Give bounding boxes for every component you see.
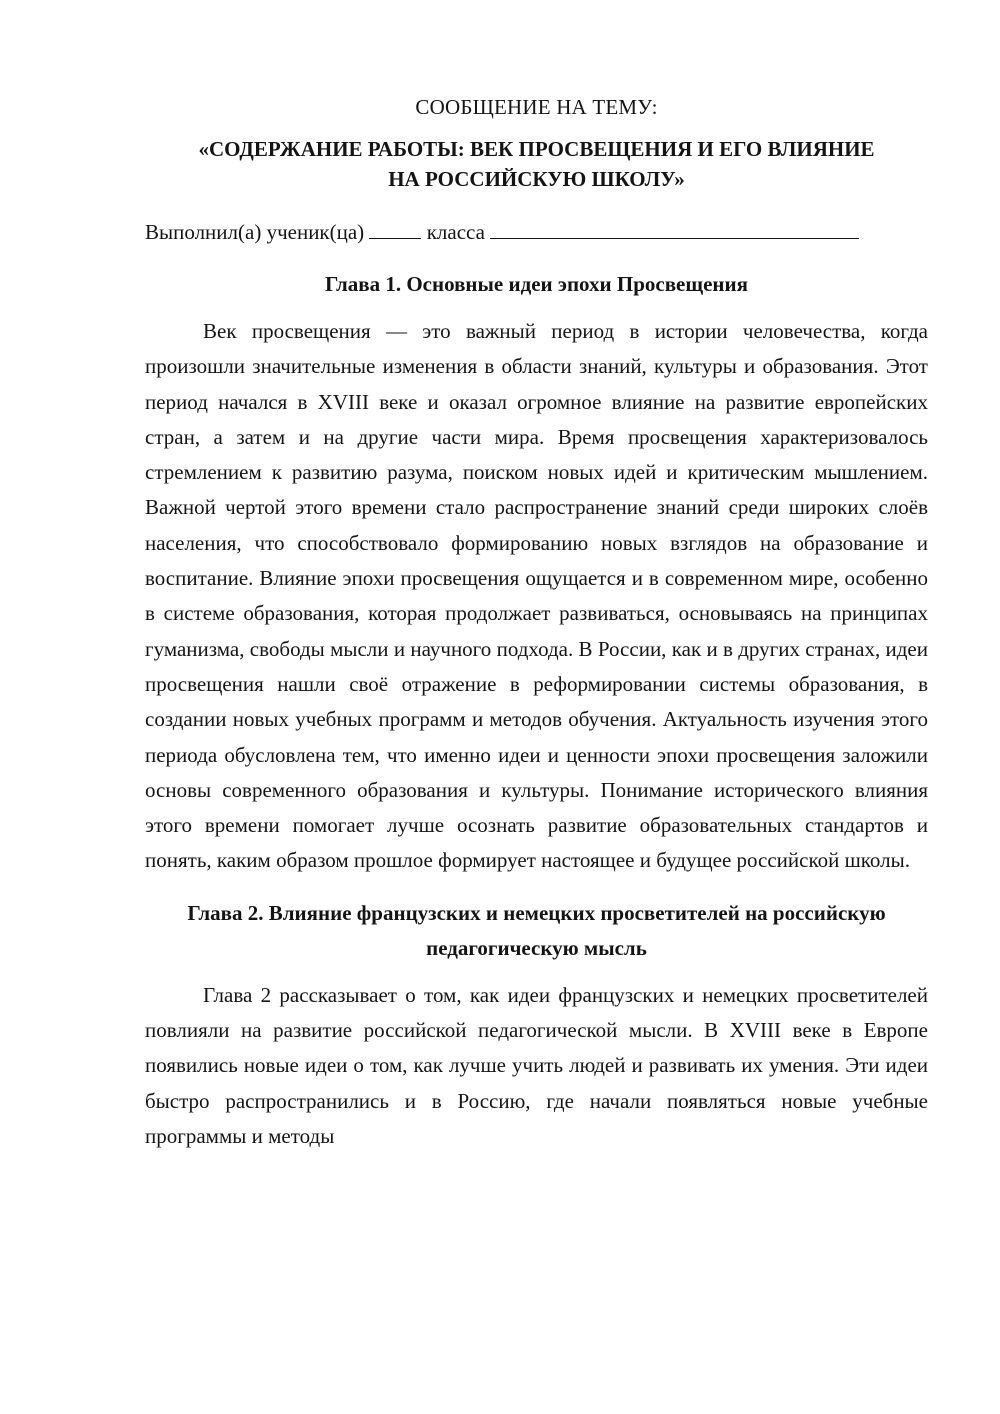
chapter-2-heading [145,896,928,966]
document-page [145,92,928,1154]
chapter-2-heading-line-1: Глава 2. Влияние французских и немецких просветителей на российскую [187,900,886,925]
document-title-line-2: НА РОССИЙСКУЮ ШКОЛУ» [388,167,685,191]
document-title-line-1: «СОДЕРЖАНИЕ РАБОТЫ: ВЕК ПРОСВЕЩЕНИЯ И ЕГО ВЛИЯНИЕ [198,137,875,161]
chapter-2-paragraph: Глава 2 рассказывает о том, как идеи французских и немецких просветителей повлияли на развитие российской педагогической мысли. В XVIII веке в Европе появились новые идеи о том, как лучше учить людей и развивать их умения. Эти идеи быстро распространились и в Россию, где начали появляться новые учебные программы и методы [145,982,928,1148]
chapter-1-paragraph: Век просвещения — это важный период в истории человечества, когда произошли значительные изменения в области знаний, культуры и образования. Этот период начался в XVIII веке и оказал огромное влияние на развитие европейских стран, а затем и на другие части мира. Время просвещения характеризовалось стремлением к развитию разума, поиском новых идей и критическим мышлением. Важной чертой этого времени стало распространение знаний среди широких слоёв населения, что способствовало формированию новых взглядов на образование и воспитание. Влияние эпохи просвещения ощущается и в современном мире, особенно в системе образования, которая продолжает развиваться, основываясь на принципах гуманизма, свободы мысли и научного подхода. В России, как и в других странах, идеи просвещения нашли своё отражение в реформировании системы образования, в создании новых учебных программ и методов обучения. Актуальность изучения этого периода обусловлена тем, что именно идеи и ценности эпохи просвещения заложили основы современного образования и культуры. Понимание исторического влияния этого времени помогает лучше осознать развитие образовательных стандартов и понять, каким образом прошлое формирует настоящее и будущее российской школы. [145,319,928,873]
author-line [145,217,928,247]
student-name-blank [490,218,859,239]
document-label: СООБЩЕНИЕ НА ТЕМУ: [415,95,658,119]
document-title [145,134,928,194]
chapter-2-heading-line-2: педагогическую мысль [426,935,647,960]
class-label: класса [426,220,485,244]
class-number-blank [369,218,421,239]
author-prefix: Выполнил(а) ученик(ца) [145,220,365,244]
chapter-1-heading: Глава 1. Основные идеи эпохи Просвещения [324,272,748,296]
